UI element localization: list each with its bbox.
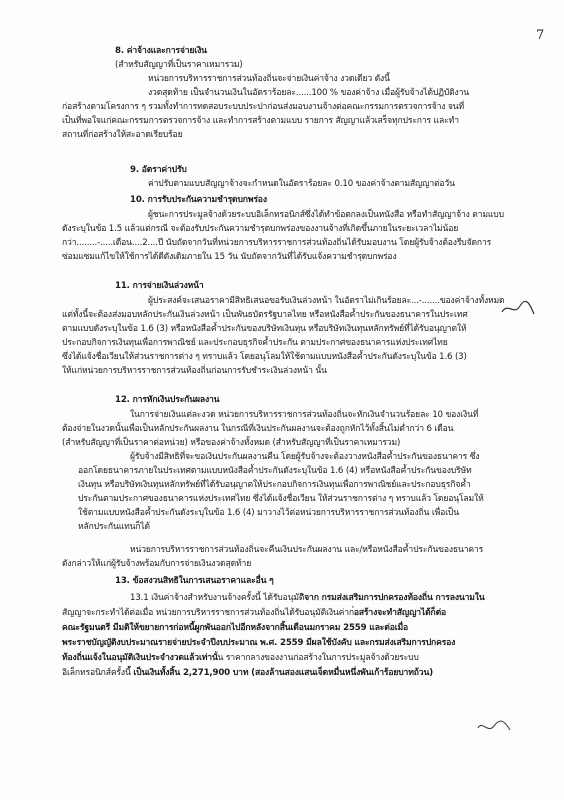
page-number: 7 [536, 28, 545, 43]
text-line: สถานที่ก่อสร้างให้สะอาดเรียบร้อย [62, 130, 183, 140]
text-line: ดังกล่าวให้แก่ผู้รับจ้างพร้อมกับการจ่ายเงินงวดสุดท้าย [62, 559, 252, 569]
text-line: ค่าปรับตามแบบสัญญาจ้างจะกำหนดในอัตราร้อยละ 0.10 ของค่าจ้างตามสัญญาต่อวัน [148, 179, 455, 189]
text-line: ซึ่งได้แจ้งชื่อเวียนให้ส่วนราชการต่าง ๆ ทราบแล้ว โดยอนุโลมให้ใช้ตามแบบหนังสือค้ำประกันดังระบุในข้อ 1.6 (3) [62, 352, 467, 362]
text-line: ซ่อมแซมแก้ไขให้ใช้การได้ดีดังเดิมภายใน 15 วัน นับถัดจากวันที่ได้รับแจ้งความชำรุดบกพร่อง [62, 252, 397, 262]
text-line: ดังระบุในข้อ 1.5 แล้วแต่กรณี จะต้องรับประกันความชำรุดบกพร่องของงานจ้างที่เกิดขึ้นภายในระยะเวลาไม่น้อย [62, 224, 459, 234]
text-line: กว่า........-.....เดือน....2....ปี นับถัดจากวันที่หน่วยการบริหารราชการส่วนท้องถิ่นได้รับมอบงาน โดยผู้รับจ้างต้องรีบจัดการ [62, 238, 492, 248]
text-line: เป็นที่พอใจแก่คณะกรรมการตรวจการจ้าง และทำการสร้างตามแบบ รายการ สัญญาแล้วเสร็จทุกประการ และทำ [62, 116, 459, 126]
text-line: 9. อัตราค่าปรับ [130, 165, 187, 175]
text-line: 13.1 เงินค่าจ้างสำหรับงานจ้างครั้งนี้ ได้รับอนุมัติจาก กรมส่งเสริมการปกครองท้องถิ่น การลงนามใน [130, 593, 485, 603]
text-line: สัญญาจะกระทำได้ต่อเมื่อ หน่วยการบริหารราชการส่วนท้องถิ่นได้รับอนุมัติเงินค่าก่อสร้างจะทำสัญญาได้ก็ต่อ [62, 608, 447, 618]
text-line: หน่วยการบริหารราชการส่วนท้องถิ่นจะจ่ายเงินค่าจ้าง งวดเดียว ดังนี้ [148, 74, 390, 84]
signature-mark [476, 718, 512, 736]
text-line: 10. การรับประกันความชำรุดบกพร่อง [130, 195, 267, 205]
text-line: หน่วยการบริหารราชการส่วนท้องถิ่นจะคืนเงินประกันผลงาน และ/หรือหนังสือค้ำประกันของธนาคาร [130, 545, 484, 555]
text-line: ใช้ตามแบบหนังสือค้ำประกันดังระบุในข้อ 1.6 (4) มาวางไว้ต่อหน่วยการบริหารราชการส่วนท้องถิ่น เพื่อเป็น [78, 508, 459, 518]
text-line: อิเล็กทรอนิกส์ครั้งนี้ เป็นเงินทั้งสิ้น 2,271,900 บาท (สองล้านสองแสนเจ็ดหมื่นหนึ่งพันเก้าร้อยบาทถ้วน) [62, 668, 433, 678]
text-line: ผู้ชนะการประมูลจ้างด้วยระบบอิเล็กทรอนิกส์ซึ่งได้ทำข้อตกลงเป็นหนังสือ หรือทำสัญญาจ้าง ตามแบบ [148, 210, 504, 220]
text-line: ผู้ประสงค์จะเสนอราคามีสิทธิเสนอขอรับเงินล่วงหน้า ในอัตราไม่เกินร้อยละ...-.......ของค่าจ้างทั้งหมด [148, 296, 505, 306]
text-line: ตามแบบดังระบุในข้อ 1.6 (3) หรือหนังสือค้ำประกันของบริษัทเงินทุน หรือบริษัทเงินทุนหลักทรัพย์ที่ได้รับอนุญาตให้ [62, 324, 467, 334]
text-line: 8. ค่าจ้างและการจ่ายเงิน [115, 46, 207, 56]
text-line: เงินทุน หรือบริษัทเงินทุนหลักทรัพย์ที่ได้รับอนุญาตให้ประกอบกิจการเงินทุนเพื่อการพาณิชย์และประกอบธุรกิจค้ำ [78, 480, 471, 490]
text-line: ประกันตามประกาศของธนาคารแห่งประเทศไทย ซึ่งได้แจ้งชื่อเวียน ให้ส่วนราชการต่าง ๆ ทราบแล้ว โดยอนุโลมให้ [78, 494, 484, 504]
text-line: พระราชบัญญัติงบประมาณรายจ่ายประจำปีงบประมาณ พ.ศ. 2559 มีผลใช้บังคับ และกรมส่งเสริมการปกครอง [62, 638, 456, 648]
text-line: 11. การจ่ายเงินล่วงหน้า [115, 281, 204, 291]
text-line: ผู้รับจ้างมีสิทธิที่จะขอเงินประกันผลงานคืน โดยผู้รับจ้างจะต้องวางหนังสือค้ำประกันของธนาคาร ซึ่ง [130, 452, 480, 462]
text-line: (สำหรับสัญญาที่เป็นราคาเหมารวม) [115, 60, 243, 70]
text-line: 12. การหักเงินประกันผลงาน [115, 395, 220, 405]
text-line: คณะรัฐมนตรี มีมติให้ขยายการก่อหนี้ผูกพันออกไปอีกหลังจากสิ้นเดือนมกราคม 2559 และต่อเมื่อ [62, 623, 409, 633]
signature-mark [500, 300, 536, 318]
text-line: 13. ข้อสงวนสิทธิในการเสนอราคาและอื่น ๆ [115, 576, 274, 586]
text-line: ประกอบกิจการเงินทุนเพื่อการพาณิชย์ และประกอบธุรกิจค้ำประกัน ตามประกาศของธนาคารแห่งประเทศไทย [62, 338, 448, 348]
text-line: ต้องจ่ายในงวดนั้นเพื่อเป็นหลักประกันผลงาน ในกรณีที่เงินประกันผลงานจะต้องถูกหักไว้ทั้งสิ้นไม่ต่ำกว่า 6 เดือน [62, 424, 454, 434]
text-line: ท้องถิ่นแจ้งในอนุมัติเงินประจำงวดแล้วเท่านั้น ราคากลางของงานก่อสร้างในการประมูลจ้างด้วยระบบ [62, 653, 419, 663]
text-line: (สำหรับสัญญาที่เป็นราคาต่อหน่วย) หรือของค่าจ้างทั้งหมด (สำหรับสัญญาที่เป็นราคาเหมารวม) [62, 438, 401, 448]
text-line: ในการจ่ายเงินแต่ละงวด หน่วยการบริหารราชการส่วนท้องถิ่นจะหักเงินจำนวนร้อยละ 10 ของเงินที่ [130, 410, 479, 420]
text-line: หลักประกันแทนก็ได้ [78, 522, 150, 532]
text-line: ก่อสร้างตามโครงการ ๆ รวมทั้งทำการทดสอบระบบประปาก่อนส่งมอบงานจ้างต่อคณะกรรมการตรวจการจ้าง จนที่ [62, 102, 465, 112]
text-line: แต่ทั้งนี้จะต้องส่งมอบหลักประกันเงินล่วงหน้า เป็นพันธบัตรรัฐบาลไทย หรือหนังสือค้ำประกันของธนาคารในประเทศ [62, 310, 468, 320]
text-line: งวดสุดท้าย เป็นจำนวนเงินในอัตราร้อยละ......100 % ของค่าจ้าง เมื่อผู้รับจ้างได้ปฏิบัติงาน [148, 88, 470, 98]
text-line: ออกโดยธนาคารภายในประเทศตามแบบหนังสือค้ำประกันดังระบุในข้อ 1.6 (4) หรือหนังสือค้ำประกันของบริษัท [78, 466, 472, 476]
text-line: ให้แก่หน่วยการบริหารราชการส่วนท้องถิ่นก่อนการรับชำระเงินล่วงหน้า นั้น [62, 366, 327, 376]
